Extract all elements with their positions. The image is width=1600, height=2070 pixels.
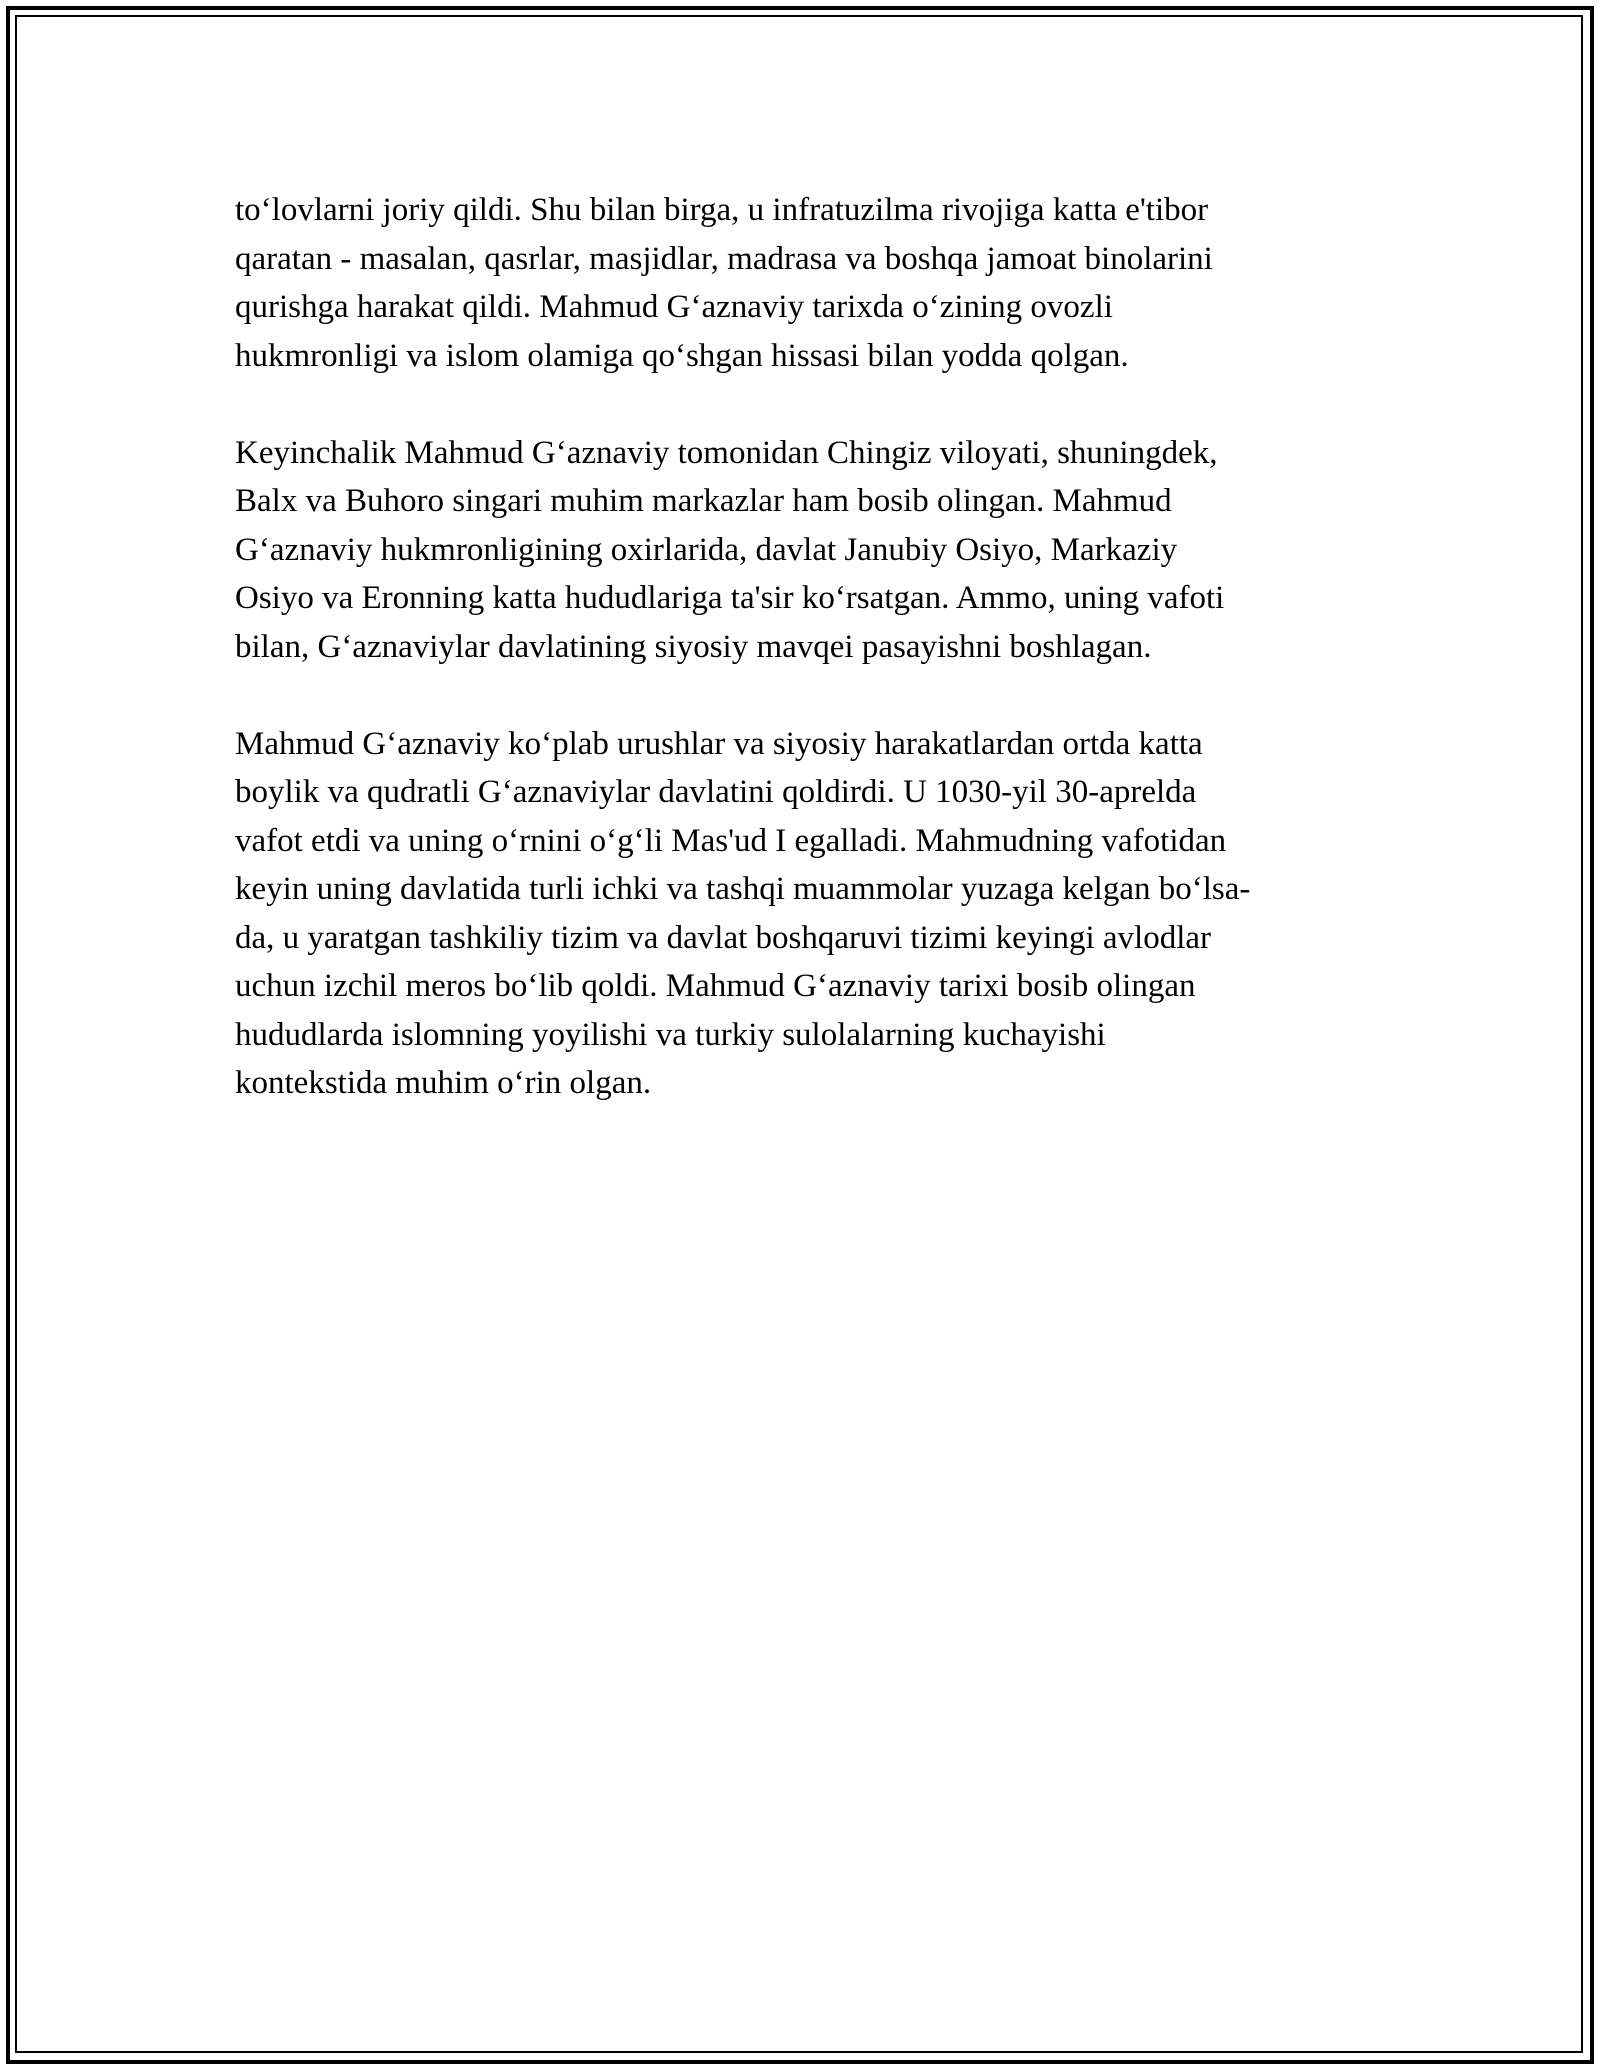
paragraph-2: Keyinchalik Mahmud G‘aznaviy tomonidan Chingiz viloyati, shuningdek, Balx va Buhoro singari muhim markazlar ham bosib olingan. Mahmud G‘aznaviy hukmronligining oxirlarida, davlat Janubiy Osiyo, Markaziy Osiyo va Eronning katta hududlariga ta'sir ko‘rsatgan. Ammo, uning vafoti bilan, G‘aznaviylar davlatining siyosiy mavqei pasayishni boshlagan. bbox=[235, 434, 1225, 665]
document-body bbox=[235, 186, 1365, 1108]
paragraph-1: to‘lovlarni joriy qildi. Shu bilan birga, u infratuzilma rivojiga katta e'tibor qaratan - masalan, qasrlar, masjidlar, madrasa va boshqa jamoat binolarini qurishga harakat qildi. Mahmud G‘aznaviy tarixda o‘zining ovozli hukmronligi va islom olamiga qo‘shgan hissasi bilan yodda qolgan. bbox=[235, 192, 1213, 374]
paragraph-3: Mahmud G‘aznaviy ko‘plab urushlar va siyosiy harakatlardan ortda katta boylik va qudratli G‘aznaviylar davlatini qoldirdi. U 1030-yil 30-aprelda vafot etdi va uning o‘rnini o‘g‘li Mas'ud I egalladi. Mahmudning vafotidan keyin uning davlatida turli ichki va tashqi muammolar yuzaga kelgan bo‘lsa- da, u yaratgan tashkiliy tizim va davlat boshqaruvi tizimi keyingi avlodlar uchun izchil meros bo‘lib qoldi. Mahmud G‘aznaviy tarixi bosib olingan hududlarda islomning yoyilishi va turkiy sulolalarning kuchayishi kontekstida muhim o‘rin olgan. bbox=[235, 725, 1251, 1101]
